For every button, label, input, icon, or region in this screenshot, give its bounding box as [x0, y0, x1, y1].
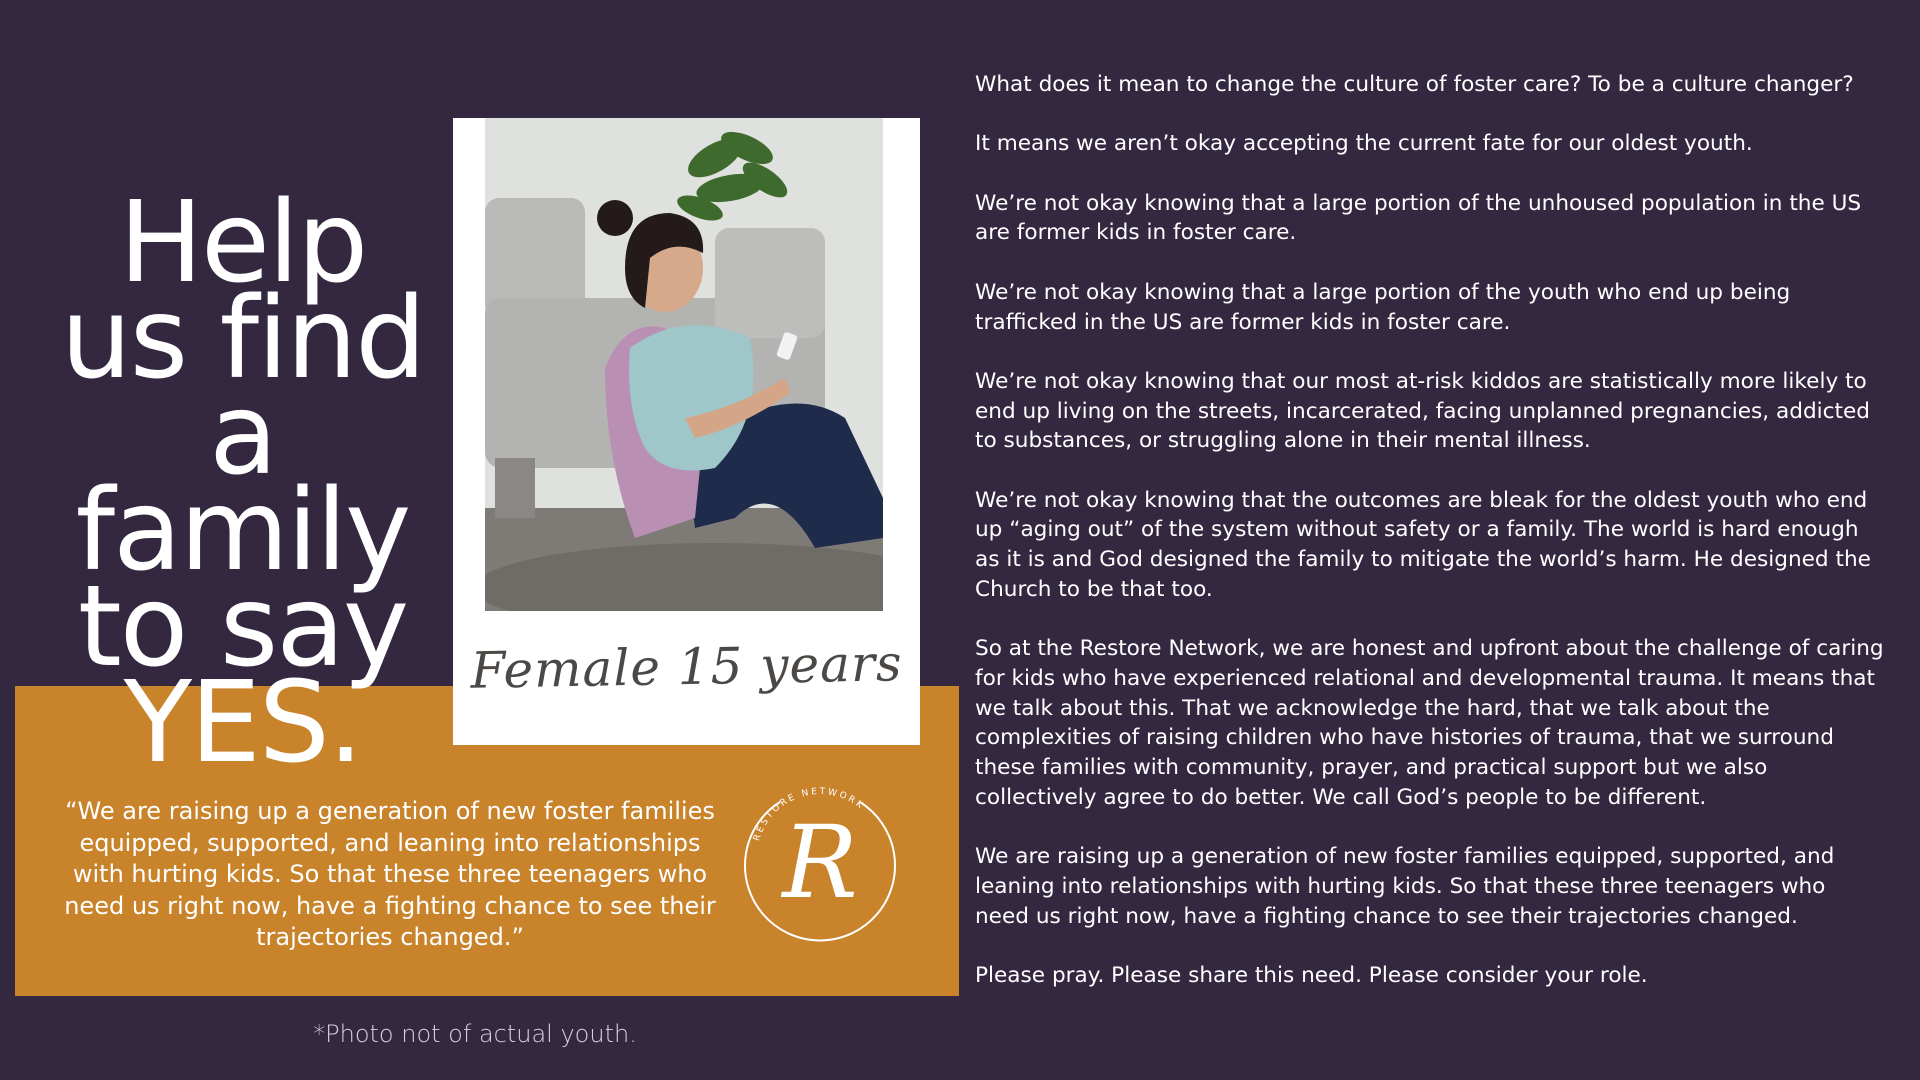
headline-line: us find [60, 274, 425, 404]
restore-network-logo [735, 772, 905, 942]
body-paragraph: What does it mean to change the culture of foster care? To be a culture changer? [975, 72, 1854, 97]
headline-line: family [75, 466, 410, 596]
teen-photo-illustration [485, 118, 883, 611]
body-paragraph: We’re not okay knowing that a large portion of the unhoused population in the US are former kids in foster care. [975, 190, 1862, 246]
headline-line: YES. [123, 658, 362, 788]
body-paragraph: We’re not okay knowing that a large portion of the youth who end up being trafficked in the US are former kids in foster care. [975, 279, 1791, 335]
headline [30, 178, 455, 788]
photo-disclaimer: *Photo not of actual youth. [313, 1020, 637, 1048]
body-paragraph: Please pray. Please share this need. Please consider your role. [975, 962, 1648, 988]
headline-line: a [209, 370, 276, 500]
teen-photo [485, 118, 883, 611]
body-paragraph: We are raising up a generation of new foster families equipped, supported, and leaning into relationships with hurting kids. So that these three teenagers who need us right now, have a fighting chance to see their trajectories changed. [975, 844, 1835, 929]
headline-line: Help [118, 178, 367, 308]
article-body [975, 70, 1885, 1020]
photo-caption: Female 15 years [470, 634, 903, 700]
body-paragraph: It means we aren’t okay accepting the current fate for our oldest youth. [975, 131, 1753, 157]
body-paragraph: We’re not okay knowing that the outcomes are bleak for the oldest youth who end up “aging out” of the system without safety or a family. The world is hard enough as it is and God designed the family to mitigate the world’s harm. He designed the Church to be that too. [975, 487, 1871, 602]
polaroid-frame [453, 118, 920, 745]
headline-line: to say [77, 562, 408, 692]
svg-text:R: R [782, 804, 858, 921]
body-paragraph: So at the Restore Network, we are honest and upfront about the challenge of caring for kids who have experienced relational and developmental trauma. It means that we talk about this. That we acknowledge the hard, that we talk about the complexities of raising children who have histories of trauma, that we surround these families with community, prayer, and practical support but we also collectively agree to do better. We call God’s people to be different. [975, 636, 1884, 810]
pull-quote: “We are raising up a generation of new foster families equipped, supported, and leaning into relationships with hurting kids. So that these three teenagers who need us right now, have a fighting chance to see their trajectories changed.” [64, 797, 716, 951]
body-paragraph: We’re not okay knowing that our most at-risk kiddos are statistically more likely to end up living on the streets, incarcerated, facing unplanned pregnancies, addicted to substances, or struggling alone in their mental illness. [975, 368, 1871, 454]
svg-text:RESTORE NETWORK: RESTORE NETWORK [752, 786, 867, 843]
